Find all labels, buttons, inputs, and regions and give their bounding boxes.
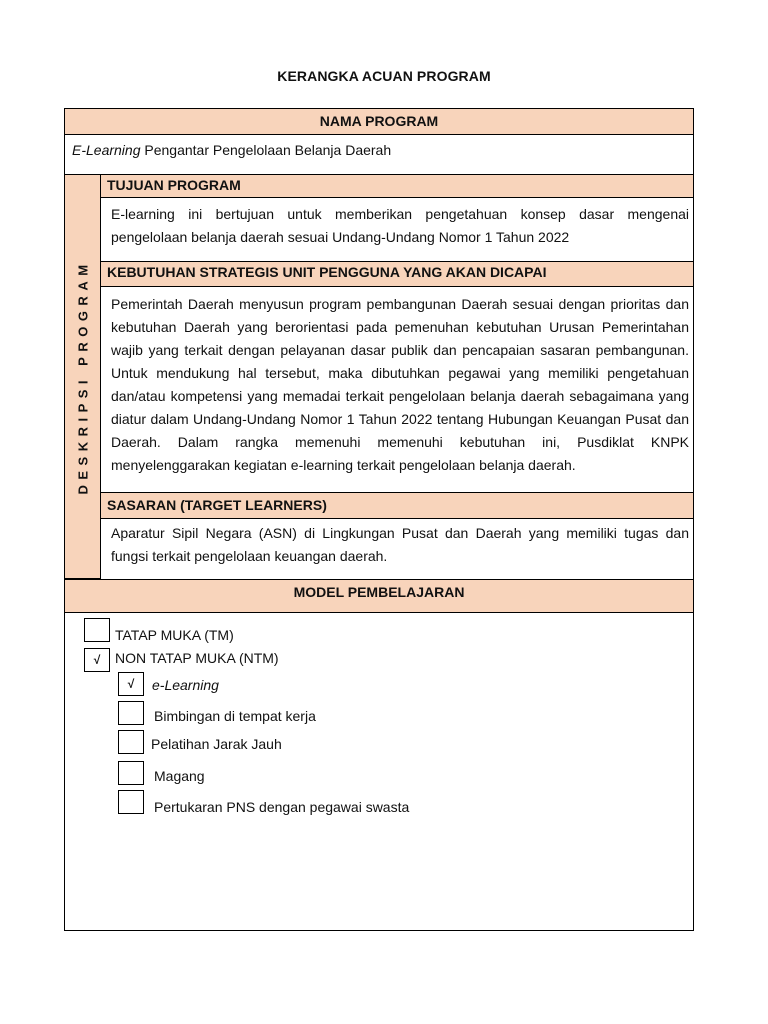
deskripsi-vertical-label: DESKRIPSI PROGRAM: [75, 258, 90, 495]
kebutuhan-text: Pemerintah Daerah menyusun program pembangunan Daerah sesuai dengan prioritas dan kebutuhan Daerah yang berorientasi pada pemenuhan kebutuhan Urusan Pemerintahan wajib yang terkait dengan pelayanan dasar publik dan pencapaian sasaran pembangunan. Untuk mendukung hal tersebut, maka dibutuhkan pegawai yang memiliki pengetahuan dan/atau kompetensi yang memadai terkait pengelolaan belanja daerah sebagaimana yang diatur dalam Undang-Undang Nomor 1 Tahun 2022 tentang Hubungan Keuangan Pusat dan Daerah. Dalam rangka memenuhi memenuhi kebutuhan ini, Pusdiklat KNPK menyelenggarakan kegiatan e-learning terkait pengelolaan belanja daerah.: [111, 296, 689, 473]
tm-checkbox[interactable]: [84, 618, 110, 642]
pjj-label: Pelatihan Jarak Jauh: [151, 736, 282, 752]
kebutuhan-header: KEBUTUHAN STRATEGIS UNIT PENGGUNA YANG AKAN DICAPAI: [101, 261, 693, 287]
nama-program-value-italic: E-Learning: [72, 142, 141, 158]
pjj-checkbox[interactable]: [118, 730, 144, 754]
pertukaran-label: Pertukaran PNS dengan pegawai swasta: [154, 799, 410, 815]
nama-program-value: [72, 139, 672, 162]
pertukaran-checkbox[interactable]: [118, 790, 144, 814]
ntm-checkbox[interactable]: √: [84, 648, 110, 672]
program-frame: [64, 108, 694, 931]
elearning-checkbox[interactable]: √: [118, 672, 144, 696]
bimbingan-checkbox[interactable]: [118, 701, 144, 725]
deskripsi-column: [65, 175, 101, 579]
ntm-label: NON TATAP MUKA (NTM): [115, 650, 279, 666]
sasaran-text: Aparatur Sipil Negara (ASN) di Lingkungan Pusat dan Daerah yang memiliki tugas dan fungsi terkait pengelolaan keuangan daerah.: [111, 525, 689, 564]
nama-program-value-rest: Pengantar Pengelolaan Belanja Daerah: [140, 142, 392, 158]
tm-label: TATAP MUKA (TM): [115, 627, 234, 643]
sasaran-header: SASARAN (TARGET LEARNERS): [101, 492, 693, 519]
nama-program-header: NAMA PROGRAM: [65, 109, 693, 135]
page-title: KERANGKA ACUAN PROGRAM: [277, 68, 491, 84]
magang-label: Magang: [154, 768, 205, 784]
tujuan-header: TUJUAN PROGRAM: [101, 175, 693, 198]
model-header: MODEL PEMBELAJARAN: [65, 579, 693, 613]
bimbingan-label: Bimbingan di tempat kerja: [154, 708, 316, 724]
elearning-label: e-Learning: [152, 677, 219, 693]
magang-checkbox[interactable]: [118, 761, 144, 785]
tujuan-text: E-learning ini bertujuan untuk memberikan pengetahuan konsep dasar mengenai pengelolaan belanja daerah sesuai Undang-Undang Nomor 1 Tahun 2022: [111, 206, 689, 245]
